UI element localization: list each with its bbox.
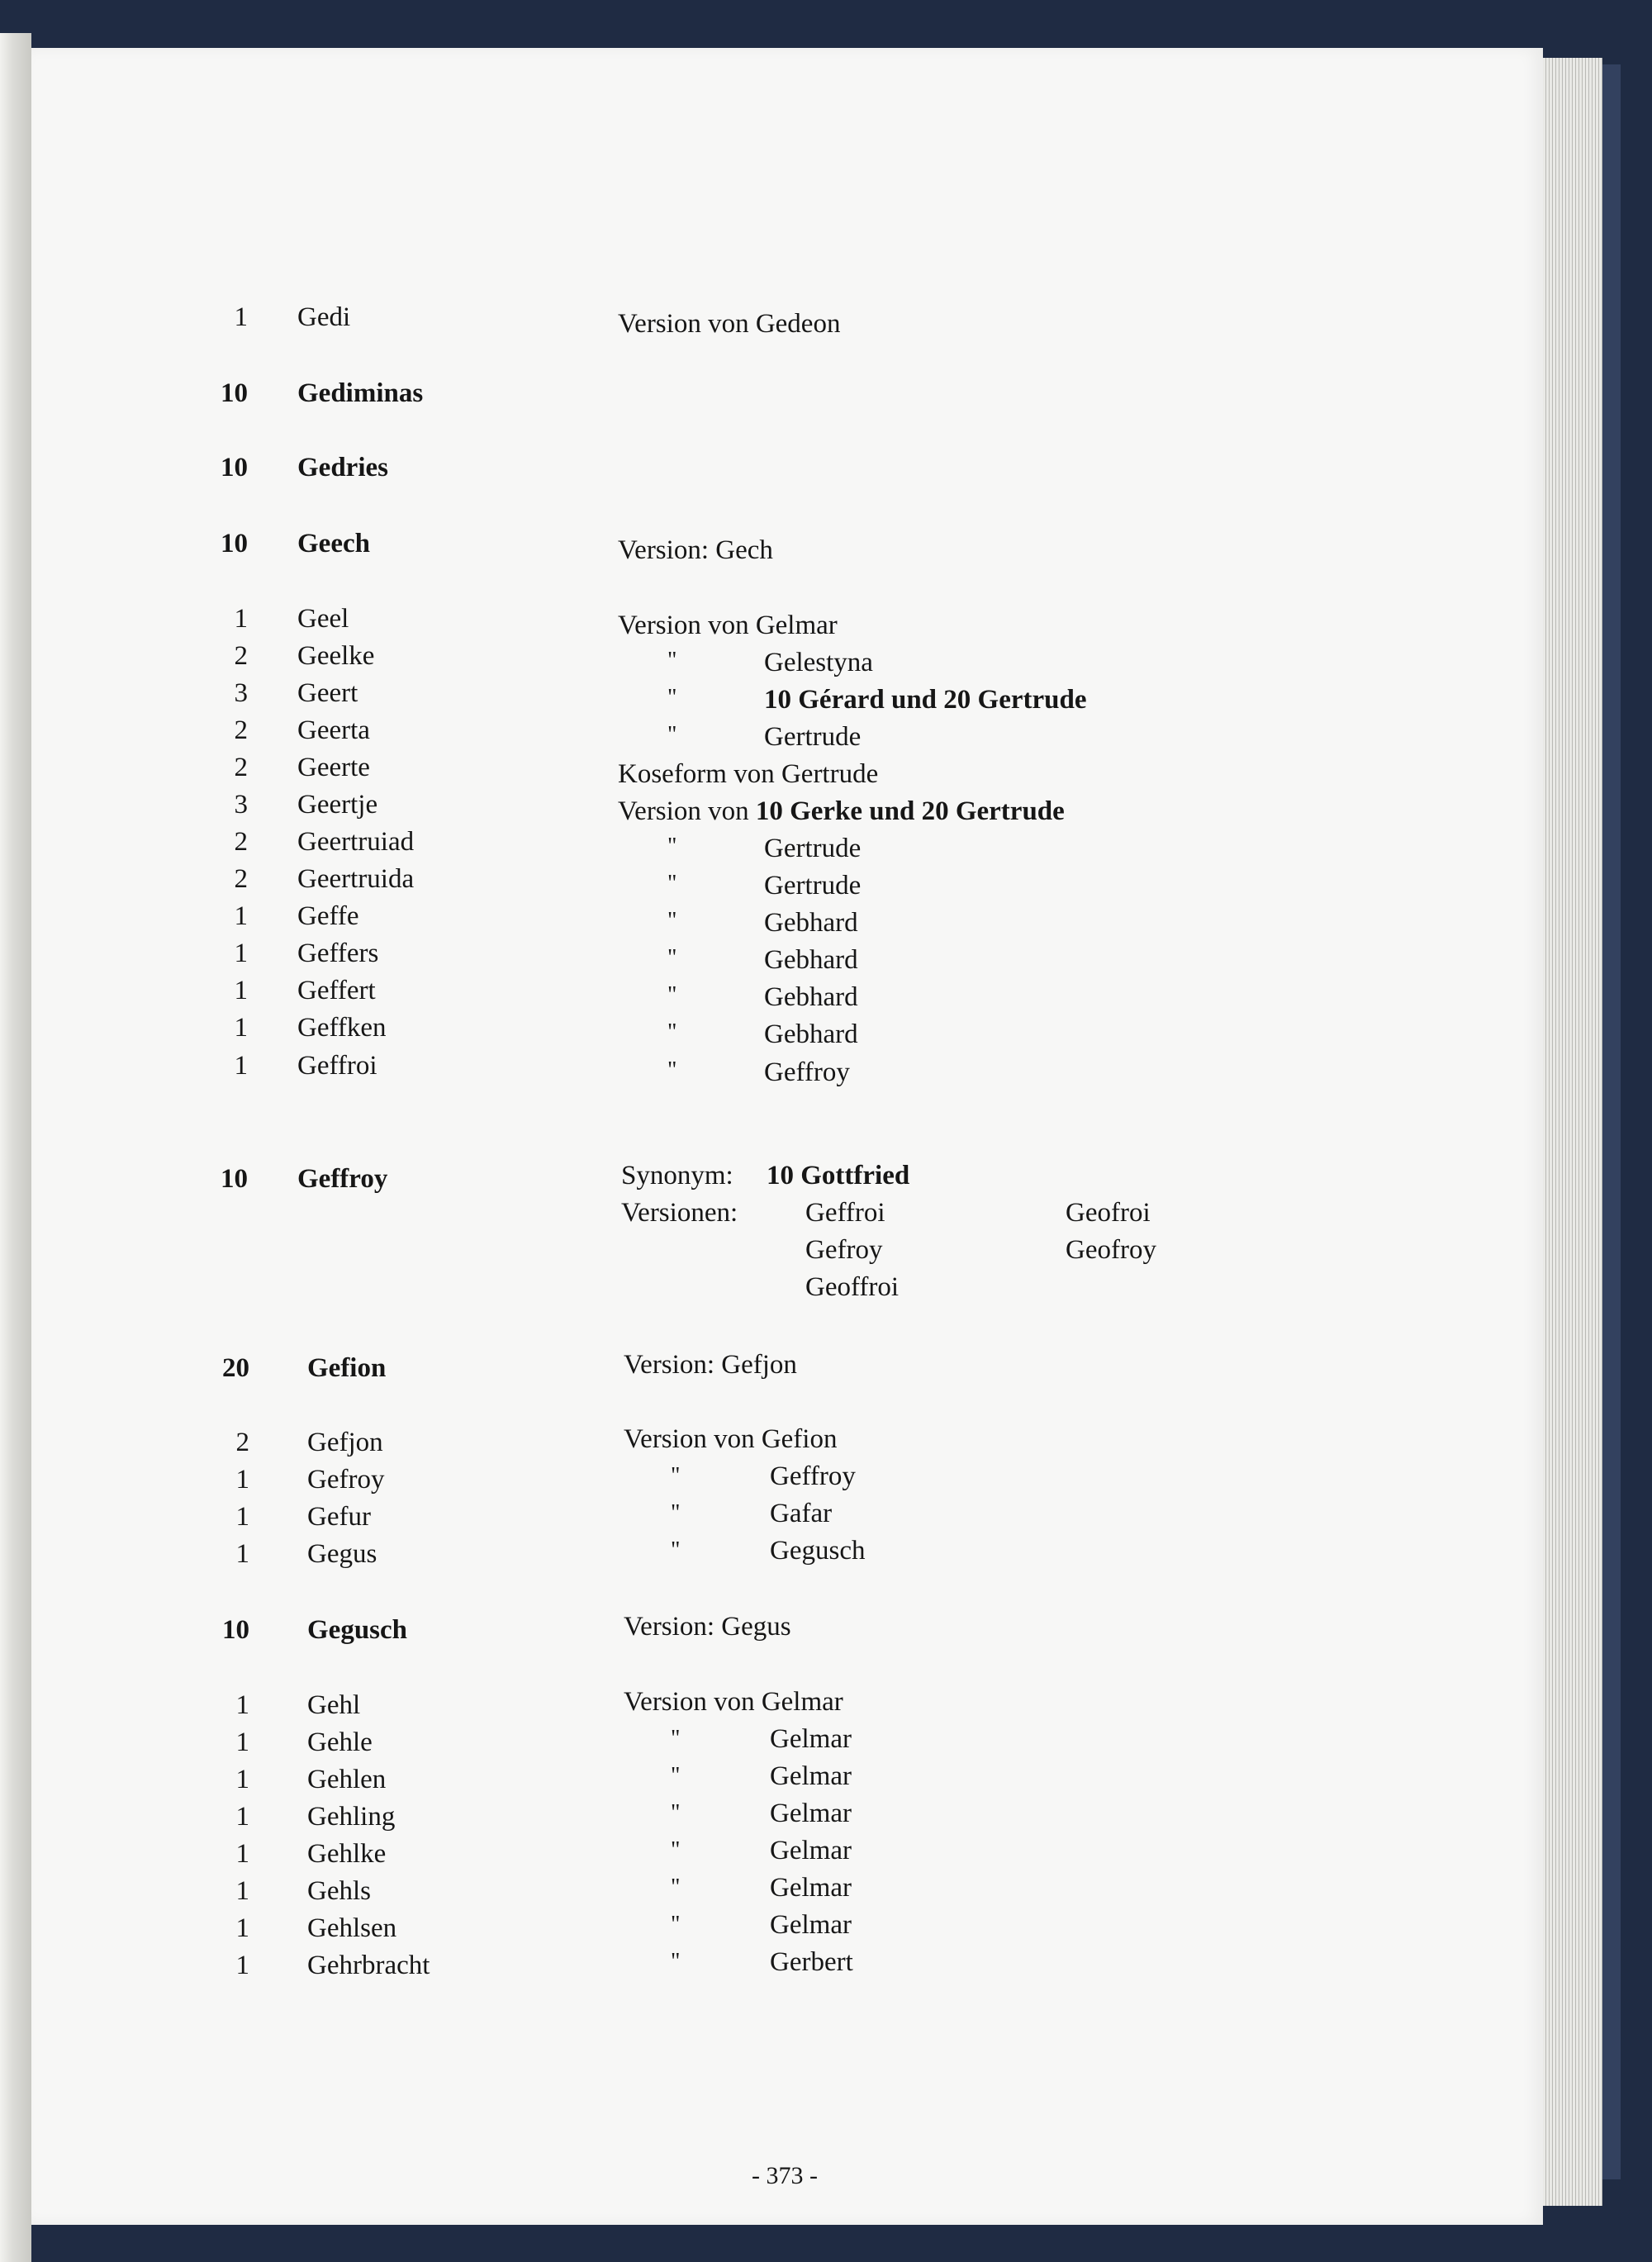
entry-name: Geertruida [297,864,415,894]
entry-count: 1 [235,1802,249,1832]
entry-name: Gehlke [307,1839,387,1869]
entry-name: Gediminas [297,378,424,408]
synonym-label: Synonym: [621,1161,733,1190]
entry-reference: Gafar [770,1499,833,1528]
entry-count: 1 [235,1951,249,1980]
entry-reference: Gertrude [764,834,862,863]
entry-name: Geffert [297,976,376,1005]
version-item: Geofroy [1066,1235,1156,1265]
ditto-mark: " [667,945,677,971]
entry-name: Geerta [297,715,370,745]
ditto-mark: " [667,871,677,896]
ditto-mark: " [671,1837,681,1863]
entry-count: 1 [234,1013,248,1043]
entry-reference: Gelmar [770,1761,852,1791]
entry-reference: Geffroy [770,1461,856,1491]
entry-name: Gehl [307,1690,361,1720]
entry-count: 10 [221,1164,248,1194]
entry-name: Gehlsen [307,1913,397,1943]
entry-name: Gefur [307,1502,371,1532]
entry-description: Version: Gegus [624,1612,791,1642]
entry-name: Geffe [297,901,359,931]
ditto-mark: " [667,722,677,748]
version-item: Geofroi [1066,1198,1151,1228]
entry-reference: Gelestyna [764,648,873,677]
versions-label: Versionen: [621,1198,738,1228]
entry-count: 1 [235,1690,249,1720]
entry-description: Version von Gelmar [618,611,838,640]
entry-count: 2 [234,864,248,894]
ditto-mark: " [671,1463,681,1489]
entry-reference: Geffroy [764,1057,850,1087]
entry-reference: Gegusch [770,1536,866,1566]
entry-name: Gedi [297,302,351,332]
entry-count: 2 [234,827,248,857]
entry-reference: Gelmar [770,1724,852,1754]
entry-name: Geffers [297,939,379,968]
entry-name: Geech [297,529,370,558]
entry-description: Version von Gefion [624,1424,838,1454]
entry-description: Version: Gech [618,535,773,565]
ditto-mark: " [671,1912,681,1937]
synonym-value: 10 Gottfried [767,1161,910,1190]
entry-description: Version von 10 Gerke und 20 Gertrude [618,796,1065,826]
entry-count: 1 [235,1839,249,1869]
entry-name: Gehlen [307,1765,387,1794]
book-left-edge [0,33,31,2262]
entry-count: 1 [234,1051,248,1081]
book-cover-edge [1602,64,1621,2179]
ditto-mark: " [671,1800,681,1826]
ditto-mark: " [667,834,677,859]
version-item: Geffroi [805,1198,885,1228]
entry-count: 1 [235,1502,249,1532]
entry-reference: Gelmar [770,1873,852,1903]
entry-count: 10 [221,378,248,408]
ditto-mark: " [671,1500,681,1526]
entry-name: Geertruiad [297,827,415,857]
entry-count: 1 [234,939,248,968]
entry-name: Gefroy [307,1465,385,1495]
ditto-mark: " [671,1875,681,1900]
entry-count: 1 [234,901,248,931]
page-stack-edge [1543,58,1602,2206]
entry-count: 1 [235,1539,249,1569]
entry-name: Gefion [307,1353,387,1383]
ditto-mark: " [667,648,677,673]
ditto-mark: " [667,685,677,710]
entry-name: Geelke [297,641,375,671]
entry-name: Gefjon [307,1428,383,1457]
version-item: Gefroy [805,1235,883,1265]
entry-description: Version: Gefjon [624,1350,797,1380]
ditto-mark: " [667,1057,677,1083]
entry-description: Version von Gedeon [618,309,841,339]
entry-reference: Gebhard [764,908,858,938]
entry-count: 2 [235,1428,249,1457]
ditto-mark: " [667,982,677,1008]
entry-count: 1 [235,1765,249,1794]
entry-count: 3 [234,790,248,820]
entry-name: Gehle [307,1727,373,1757]
entry-reference: Gelmar [770,1836,852,1865]
entry-reference: Gelmar [770,1799,852,1828]
ditto-mark: " [671,1726,681,1751]
entry-name: Geffroy [297,1164,388,1194]
entry-count: 2 [234,641,248,671]
entry-count: 1 [234,976,248,1005]
entry-reference: 10 Gérard und 20 Gertrude [764,685,1087,715]
entry-count: 2 [234,715,248,745]
entry-reference: Gebhard [764,982,858,1012]
entry-name: Gehls [307,1876,371,1906]
entry-count: 1 [235,1465,249,1495]
version-item: Geoffroi [805,1272,900,1302]
entry-reference: Gertrude [764,722,862,752]
entry-count: 1 [234,302,248,332]
ditto-mark: " [667,1019,677,1045]
entry-name: Geerte [297,753,370,782]
entry-name: Gedries [297,453,388,482]
ditto-mark: " [671,1763,681,1789]
entry-count: 1 [235,1913,249,1943]
entry-count: 1 [234,604,248,634]
entry-name: Geffroi [297,1051,377,1081]
entry-reference: Gerbert [770,1947,853,1977]
entry-name: Gegusch [307,1615,408,1645]
entry-name: Geffken [297,1013,387,1043]
entry-count: 10 [221,529,248,558]
entry-name: Geert [297,678,358,708]
entry-reference: Gelmar [770,1910,852,1940]
entry-count: 20 [222,1353,249,1383]
entry-description: Version von Gelmar [624,1687,843,1717]
entry-count: 10 [221,453,248,482]
entry-reference: Gertrude [764,871,862,901]
entry-name: Geertje [297,790,378,820]
entry-name: Gegus [307,1539,377,1569]
ditto-mark: " [667,908,677,934]
entry-name: Geel [297,604,349,634]
entry-reference: Gebhard [764,945,858,975]
entry-count: 3 [234,678,248,708]
page-number: - 373 - [752,2162,818,2189]
entry-reference: Gebhard [764,1019,858,1049]
entry-name: Gehling [307,1802,396,1832]
entry-count: 2 [234,753,248,782]
ditto-mark: " [671,1537,681,1563]
entry-count: 1 [235,1876,249,1906]
ditto-mark: " [671,1949,681,1974]
entry-name: Gehrbracht [307,1951,430,1980]
entry-description: Koseform von Gertrude [618,759,879,789]
entry-count: 10 [222,1615,249,1645]
entry-count: 1 [235,1727,249,1757]
